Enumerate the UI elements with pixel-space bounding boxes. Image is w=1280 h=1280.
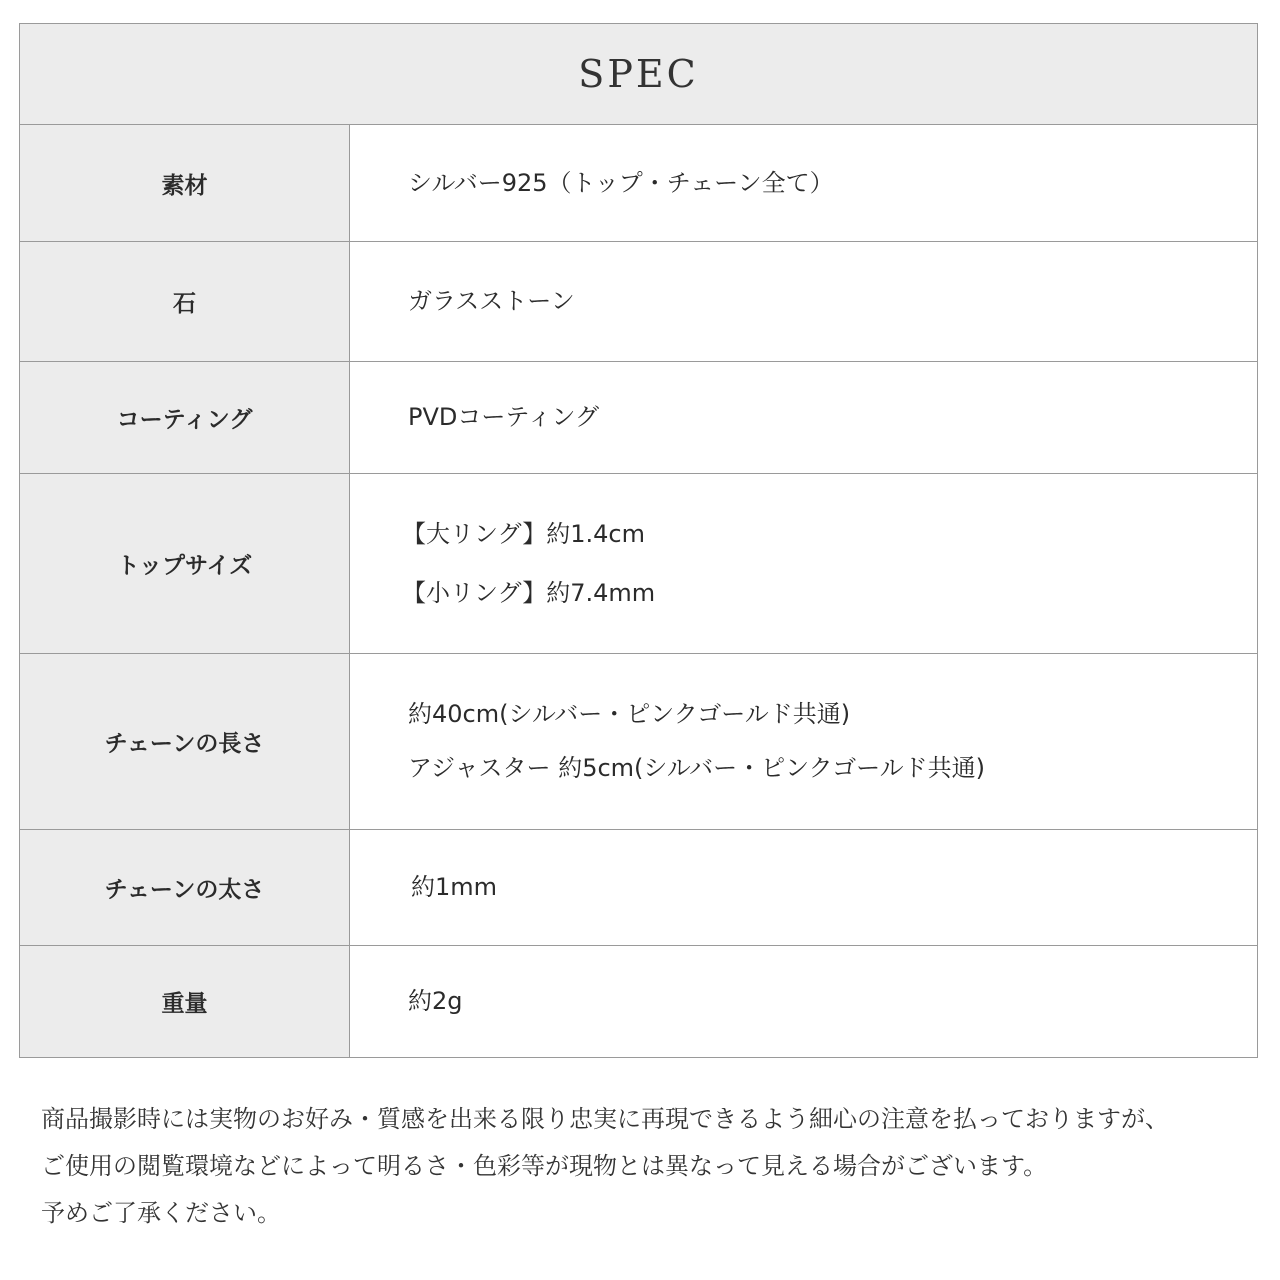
disclaimer-notes (41, 1096, 1261, 1237)
spec-row-stone (20, 242, 1257, 362)
spec-value-line: ガラスストーン (408, 287, 575, 316)
disclaimer-line: 商品撮影時には実物のお好み・質感を出来る限り忠実に再現できるよう細心の注意を払っておりますが、 (41, 1105, 1169, 1133)
spec-value-line: 【大リング】約1.4cm (402, 519, 645, 548)
spec-value-line: 約2g (408, 987, 463, 1016)
spec-value-line: アジャスター 約5cm(シルバー・ピンクゴールド共通) (408, 754, 986, 782)
spec-value-chain-thickness (350, 830, 1257, 945)
spec-header (20, 24, 1257, 125)
spec-label-chain-length: チェーンの長さ (20, 654, 350, 829)
spec-value-line: 約40cm(シルバー・ピンクゴールド共通) (408, 700, 851, 729)
spec-label-stone: 石 (20, 242, 350, 361)
spec-row-chain-length (20, 654, 1257, 830)
spec-label-chain-thickness: チェーンの太さ (20, 830, 350, 945)
spec-label-material: 素材 (20, 125, 350, 241)
spec-table (19, 23, 1258, 1058)
disclaimer-line: 予めご了承ください。 (41, 1199, 281, 1227)
spec-value-weight (350, 946, 1257, 1057)
spec-value-line: PVDコーティング (408, 403, 599, 432)
spec-value-line: シルバー925（トップ・チェーン全て） (408, 168, 834, 197)
spec-value-stone (350, 242, 1257, 361)
spec-row-coating (20, 362, 1257, 474)
spec-title: SPEC (578, 52, 699, 96)
spec-value-chain-length (350, 654, 1257, 829)
spec-label-coating: コーティング (20, 362, 350, 473)
spec-value-coating (350, 362, 1257, 473)
spec-label-weight: 重量 (20, 946, 350, 1057)
disclaimer-line: ご使用の閲覧環境などによって明るさ・色彩等が現物とは異なって見える場合がございます。 (41, 1152, 1048, 1180)
spec-row-chain-thickness (20, 830, 1257, 946)
spec-value-top-size (350, 474, 1257, 653)
spec-row-weight (20, 946, 1257, 1057)
spec-row-top-size (20, 474, 1257, 654)
spec-value-material (350, 125, 1257, 241)
spec-value-line: 【小リング】約7.4mm (402, 578, 656, 607)
spec-label-top-size: トップサイズ (20, 474, 350, 653)
spec-value-line: 約1mm (411, 873, 498, 902)
spec-row-material (20, 125, 1257, 242)
